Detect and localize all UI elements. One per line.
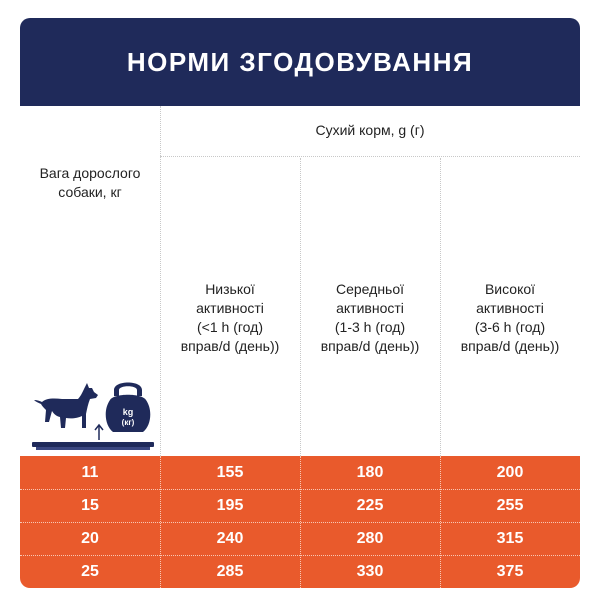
weight-header-line: собаки, кг (58, 184, 122, 200)
weight-cell: 15 (81, 496, 99, 514)
medium-activity-cell: 225 (356, 496, 384, 514)
kettlebell-label: kg (122, 407, 134, 417)
weight-cell: 25 (81, 562, 99, 580)
low-activity-cell: 240 (216, 529, 244, 547)
low-activity-cell: 195 (216, 496, 244, 514)
weight-header-line: Вага дорослого (39, 165, 141, 181)
page-title: НОРМИ ЗГОДОВУВАННЯ (20, 18, 580, 106)
row-divider (160, 156, 580, 157)
header-line: активності (196, 300, 264, 316)
header-line: (<1 h (год) (197, 319, 263, 335)
dog-icon (34, 383, 98, 428)
high-activity-cell: 375 (496, 562, 524, 580)
weight-cell: 11 (81, 463, 99, 481)
low-activity-cell: 285 (216, 562, 244, 580)
kettlebell-icon (106, 383, 151, 433)
medium-activity-cell: 330 (356, 562, 384, 580)
header-line: активності (336, 300, 404, 316)
high-activity-cell: 200 (496, 463, 524, 481)
medium-activity-cell: 180 (356, 463, 384, 481)
column-divider (300, 456, 301, 588)
column-divider (160, 456, 161, 588)
medium-activity-cell: 280 (356, 529, 384, 547)
kettlebell-label: (кг) (121, 418, 135, 427)
high-activity-cell: 315 (496, 529, 524, 547)
feeding-table-card (20, 18, 580, 588)
dog-weight-illustration (32, 376, 157, 456)
arrow-up-icon (95, 425, 103, 440)
header-line: Середньої (335, 281, 405, 297)
header-line: активності (476, 300, 544, 316)
header-line: вправ/d (день)) (460, 338, 560, 354)
high-activity-cell: 255 (496, 496, 524, 514)
medium-activity-header (300, 280, 440, 356)
low-activity-cell: 155 (216, 463, 244, 481)
dry-food-header: Сухий корм, g (г) (315, 122, 425, 138)
low-activity-header (160, 280, 300, 356)
weight-column-header (20, 164, 160, 202)
header-line: Низької (205, 281, 255, 297)
header-line: Високої (484, 281, 536, 297)
scale-icon (32, 442, 154, 450)
header-line: вправ/d (день)) (180, 338, 280, 354)
column-divider (440, 456, 441, 588)
weight-cell: 20 (81, 529, 99, 547)
header-line: вправ/d (день)) (320, 338, 420, 354)
header-line: (1-3 h (год) (334, 319, 406, 335)
high-activity-header (440, 280, 580, 356)
header-line: (3-6 h (год) (474, 319, 546, 335)
